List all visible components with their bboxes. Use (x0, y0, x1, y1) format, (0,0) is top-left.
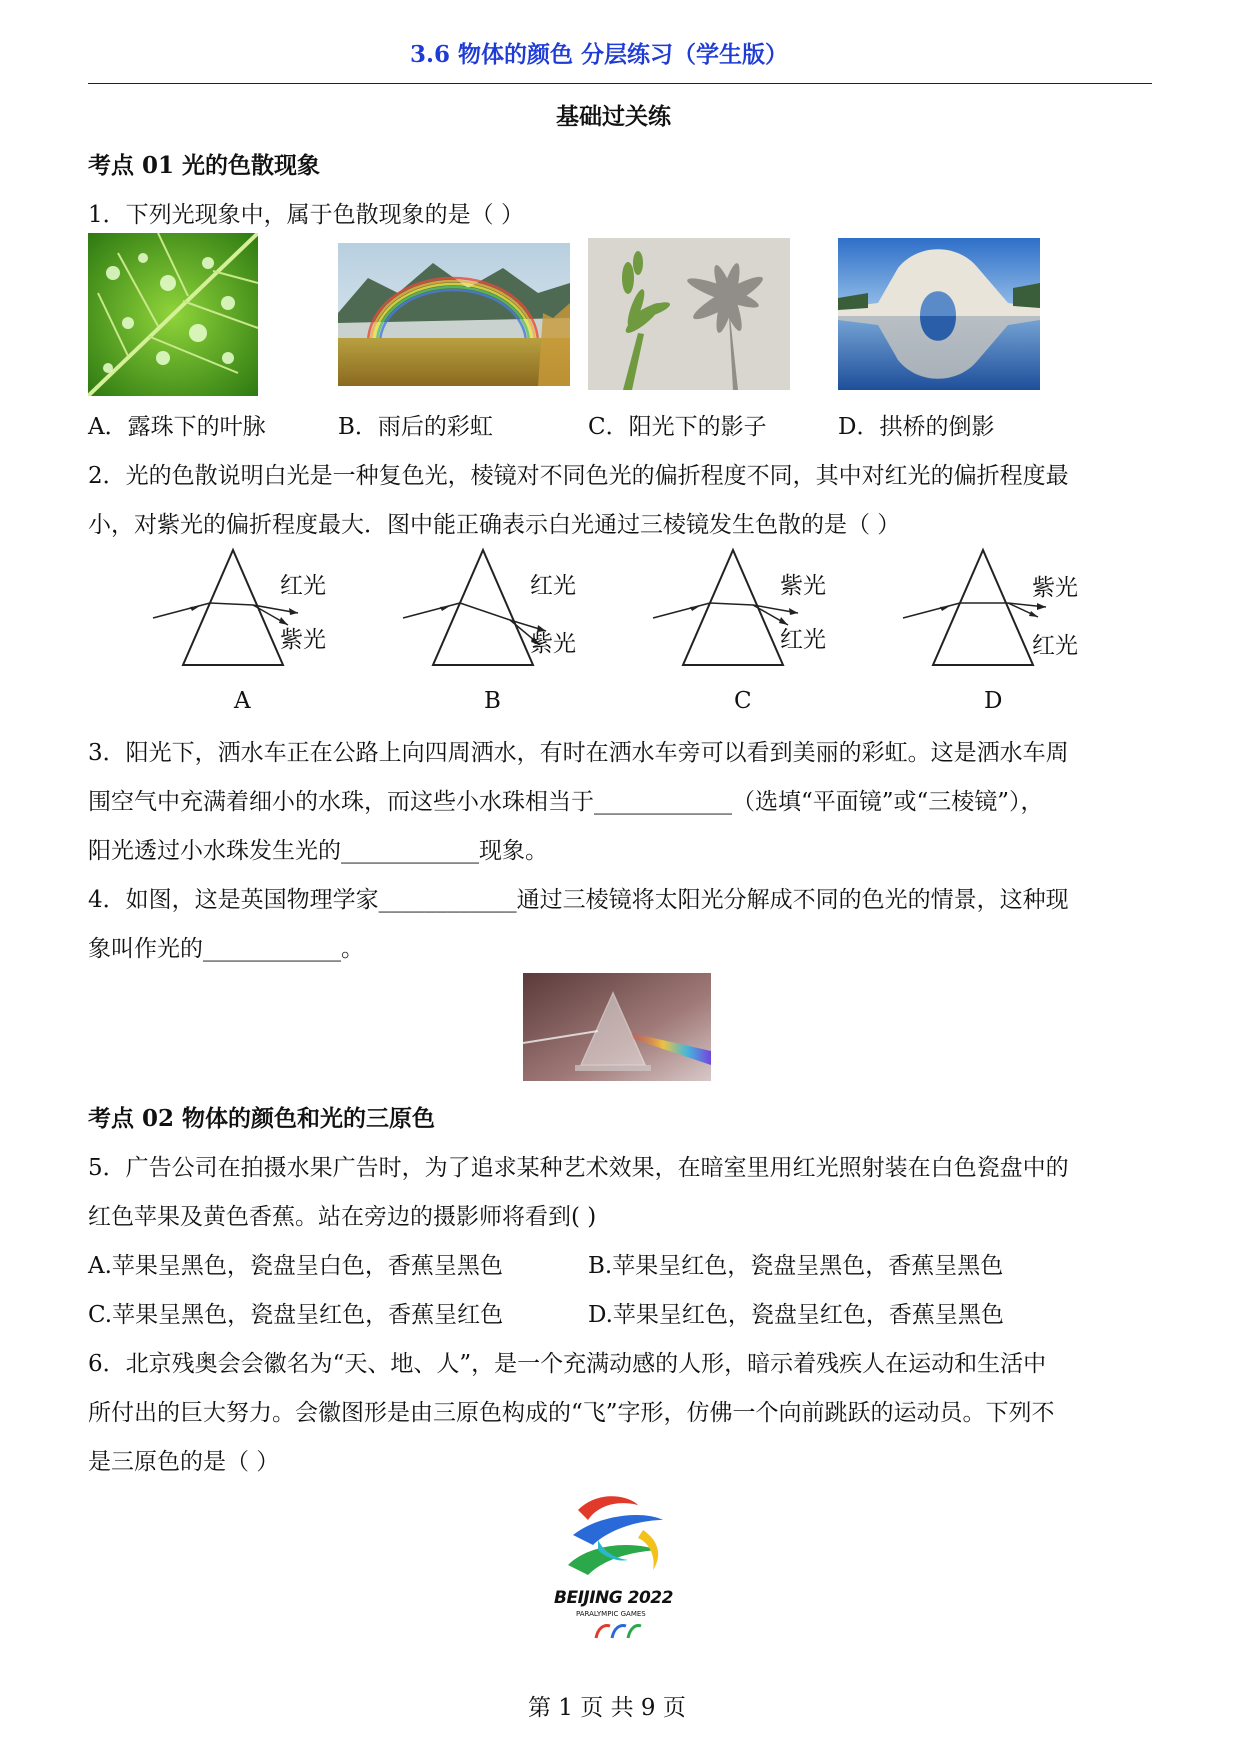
q3-line3: 阳光透过小水珠发生光的____________现象。 (88, 838, 548, 864)
q6-line3: 是三原色的是（ ） (88, 1449, 280, 1475)
q3-line2: 围空气中充满着细小的水珠，而这些小水珠相当于____________（选填“平面镜”或“三棱镜”）， (88, 789, 1044, 815)
rainbow-photo (338, 243, 570, 386)
q2-line2: 小，对紫光的偏折程度最大．图中能正确表示白光通过三棱镜发生色散的是（ ） (88, 512, 901, 538)
q4-line1: 4．如图，这是英国物理学家____________通过三棱镜将太阳光分解成不同的色光的情景，这种现 (88, 887, 1069, 913)
prism-b-bottom-label: 紫光 (530, 631, 576, 657)
q5-option-c[interactable]: C.苹果呈黑色，瓷盘呈红色，香蕉呈红色 (88, 1302, 504, 1328)
prism-b-letter: B (484, 688, 501, 714)
prism-a-top-label: 红光 (280, 573, 326, 599)
prism-d-bottom-label: 红光 (1032, 633, 1078, 659)
prism-diagram-a (148, 545, 348, 675)
emblem-subtitle: PARALYMPIC GAMES (576, 1610, 646, 1618)
prism-c-bottom-label: 红光 (780, 627, 826, 653)
q1-option-d[interactable]: D．拱桥的倒影 (838, 414, 995, 440)
emblem-wordmark: BEIJING 2022 (554, 1588, 673, 1608)
q6-line2: 所付出的巨大努力。会徽图形是由三原色构成的“飞”字形，仿佛一个向前跳跃的运动员。下列不 (88, 1400, 1055, 1426)
prism-c-letter: C (734, 688, 752, 714)
q5-option-b[interactable]: B.苹果呈红色，瓷盘呈黑色，香蕉呈黑色 (588, 1253, 1004, 1279)
prism-b-top-label: 红光 (530, 573, 576, 599)
point-02-heading: 考点 02 物体的颜色和光的三原色 (88, 1105, 436, 1132)
prism-c-svg (648, 545, 848, 675)
prism-a-letter: A (234, 688, 251, 714)
prism-a-svg (148, 545, 348, 675)
q3-line1: 3．阳光下，洒水车正在公路上向四周洒水，有时在洒水车旁可以看到美丽的彩虹。这是洒水车周 (88, 740, 1069, 766)
q5-line2: 红色苹果及黄色香蕉。站在旁边的摄影师将看到( ) (88, 1204, 597, 1230)
prism-diagram-d (898, 545, 1098, 675)
q6-line1: 6．北京残奥会会徽名为“天、地、人”，是一个充满动感的人形，暗示着残疾人在运动和生活中 (88, 1351, 1047, 1377)
point-01-heading: 考点 01 光的色散现象 (88, 152, 321, 179)
q1-option-b[interactable]: B．雨后的彩虹 (338, 414, 493, 440)
q1-option-a[interactable]: A．露珠下的叶脉 (88, 414, 266, 440)
page-number: 第 1 页 共 9 页 (528, 1695, 686, 1721)
prism-c-top-label: 紫光 (780, 573, 826, 599)
prism-diagram-c (648, 545, 848, 675)
prism-d-letter: D (984, 688, 1003, 714)
paralympic-emblem (548, 1490, 688, 1638)
q1-option-c[interactable]: C．阳光下的影子 (588, 414, 767, 440)
q5-line1: 5．广告公司在拍摄水果广告时，为了追求某种艺术效果，在暗室里用红光照射装在白色瓷盘中的 (88, 1155, 1069, 1181)
shadow-photo (588, 238, 790, 390)
agitos-icon (594, 1622, 642, 1640)
prism-a-bottom-label: 紫光 (280, 627, 326, 653)
prism-d-top-label: 紫光 (1032, 575, 1078, 601)
bridge-photo (838, 238, 1040, 390)
prism-photo (523, 973, 711, 1081)
q2-line1: 2．光的色散说明白光是一种复色光，棱镜对不同色光的偏折程度不同，其中对红光的偏折程度最 (88, 463, 1069, 489)
q5-option-a[interactable]: A.苹果呈黑色，瓷盘呈白色，香蕉呈黑色 (88, 1253, 503, 1279)
q5-option-d[interactable]: D.苹果呈红色，瓷盘呈红色，香蕉呈黑色 (588, 1302, 1004, 1328)
page-title: 3.6 物体的颜色 分层练习（学生版） (410, 41, 789, 68)
leaf-photo (88, 233, 258, 396)
q1-stem: 1．下列光现象中，属于色散现象的是（ ） (88, 202, 524, 228)
header-rule (88, 83, 1152, 84)
q4-line2: 象叫作光的____________。 (88, 936, 364, 962)
section-title: 基础过关练 (556, 103, 671, 130)
prism-diagram-b (398, 545, 598, 675)
